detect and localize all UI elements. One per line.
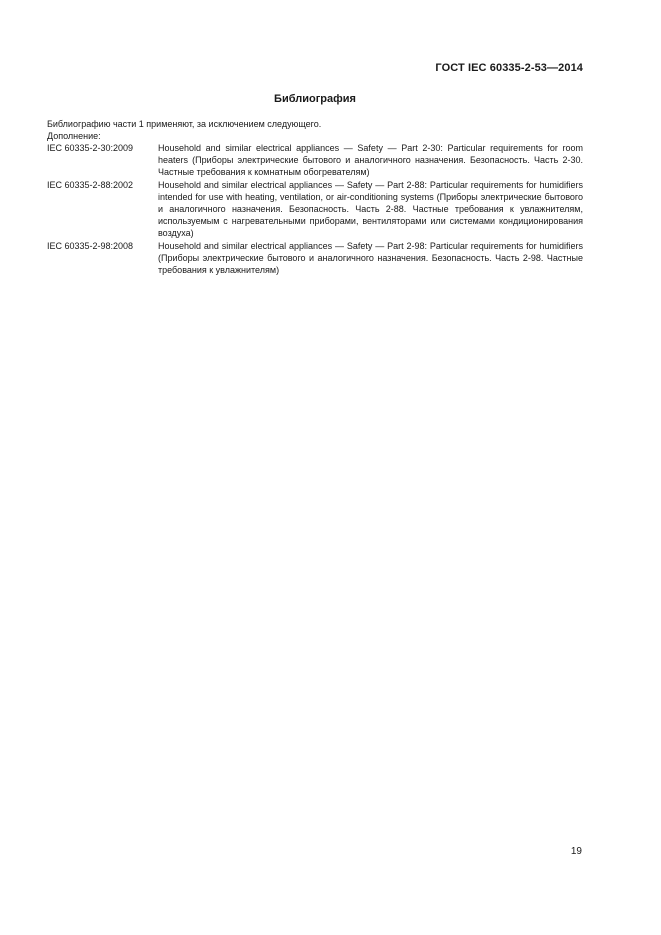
bibliography-entry <box>47 179 583 240</box>
bibliography-list <box>47 142 583 276</box>
entry-description: Household and similar electrical appliances — Safety — Part 2-88: Particular requirements for humidifiers intended for use with heating, ventilation, or air-conditioning systems (Приборы электрические бытового и аналогичного назначения. Безопасность. Часть 2-88. Частные требования к увлажнителям, используемым с нагревательными приборами, вентиляторами или системами кондиционирования воздуха) <box>158 179 583 239</box>
intro-line: Библиографию части 1 применяют, за исключением следующего. <box>47 119 322 129</box>
bibliography-entry <box>47 142 583 179</box>
bibliography-intro <box>47 118 321 142</box>
entry-standard-code: IEC 60335-2-30:2009 <box>47 143 134 153</box>
entry-description: Household and similar electrical appliances — Safety — Part 2-30: Particular requirements for room heaters (Приборы электрические бытового и аналогичного назначения. Безопасность. Часть 2-30. Частные требования к комнатным обогревателям) <box>158 143 583 178</box>
page-number: 19 <box>570 846 582 857</box>
bibliography-title: Библиография <box>274 93 356 105</box>
entry-standard-code: IEC 60335-2-88:2002 <box>47 179 134 190</box>
intro-addition-label: Дополнение: <box>47 131 101 141</box>
entry-standard-code: IEC 60335-2-98:2008 <box>47 240 134 251</box>
bibliography-entry <box>47 240 583 277</box>
standard-code-header: ГОСТ IEC 60335-2-53—2014 <box>435 62 583 74</box>
entry-description: Household and similar electrical appliances — Safety — Part 2-98: Particular requirements for humidifiers (Приборы электрические бытового и аналогичного назначения. Безопасность. Часть 2-98. Частные требования к увлажнителям) <box>158 240 583 276</box>
